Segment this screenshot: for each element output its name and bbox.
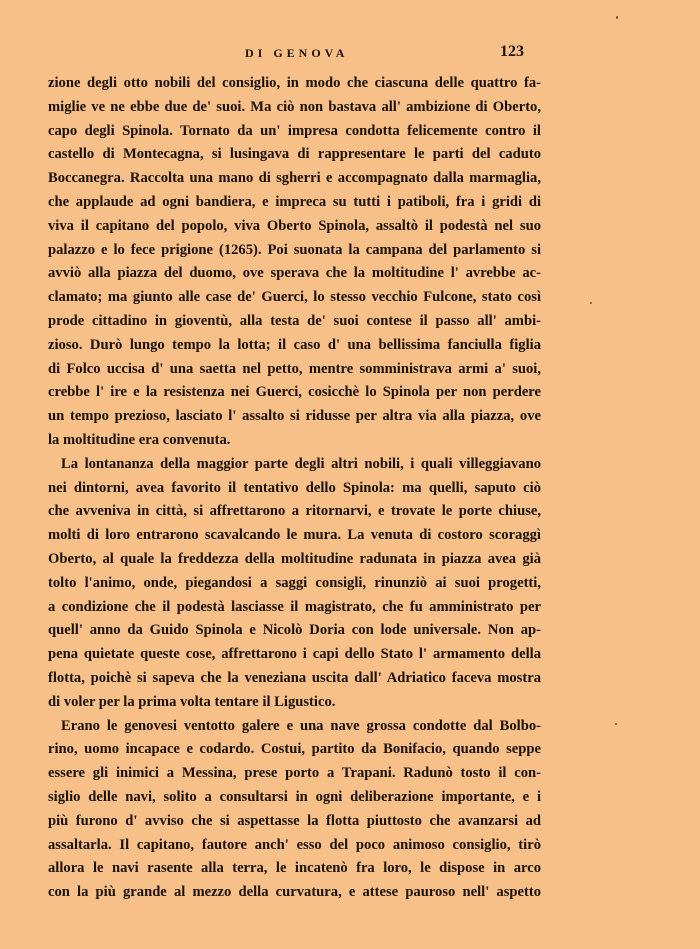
text-line: la moltitudine era convenuta. <box>48 431 231 448</box>
text-line: zioso. Durò lungo tempo la lotta; il caso d' una bellissima fanciulla figlia <box>48 336 541 353</box>
text-line: che applaude ad ogni bandiera, e impreca su tutti i patiboli, fra i gridi di <box>48 193 541 210</box>
text-line: di Folco uccisa d' una saetta nel petto, mentre somministrava armi a' suoi, <box>48 360 541 377</box>
text-line: viva il capitano del popolo, viva Oberto Spinola, assaltò il podestà nel suo <box>48 217 541 234</box>
text-line: più furono d' avviso che si aspettasse la flotta piuttosto che avanzarsi ad <box>48 812 541 829</box>
text-line: miglie ve ne ebbe due de' suoi. Ma ciò non bastava all' ambizione di Oberto, <box>48 98 541 115</box>
text-line: La lontananza della maggior parte degli altri nobili, i quali villeggiavano <box>61 455 541 472</box>
text-line: con la più grande al mezzo della curvatura, e attese pauroso nell' aspetto <box>48 884 541 901</box>
paragraph-3 <box>48 715 541 905</box>
text-line: molti di loro entrarono scavalcando le mura. La venuta di costoro scoraggì <box>48 527 541 544</box>
paper-speck <box>590 302 592 304</box>
text-line: assaltarla. Il capitano, fautore anch' esso del poco animoso consiglio, tirò <box>48 836 541 853</box>
text-line: avviò alla piazza del duomo, ove sperava che la moltitudine l' avrebbe ac- <box>48 265 541 282</box>
text-line: un tempo prezioso, lasciato l' assalto si ridusse per altra via alla piazza, ove <box>48 408 541 425</box>
text-line: zione degli otto nobili del consiglio, in modo che ciascuna delle quattro fa- <box>48 75 541 91</box>
paragraph-2 <box>48 453 541 715</box>
text-line: castello di Montecagna, si lusingava di rappresentare le parti del caduto <box>48 146 541 163</box>
text-line: palazzo e lo fece prigione (1265). Poi suonata la campana del parlamento si <box>48 241 541 258</box>
text-line: allora le navi rasente alla terra, le incatenò fra loro, le dispose in arco <box>48 860 541 877</box>
text-line: quell' anno da Guido Spinola e Nicolò Doria con lode universale. Non ap- <box>48 622 541 639</box>
paper-speck <box>615 723 617 725</box>
text-line: crebbe l' ire e la resistenza nei Guerci, cosicchè lo Spinola per non perdere <box>48 384 541 401</box>
body-text <box>48 72 541 905</box>
text-line: prode cittadino in gioventù, alla testa de' suoi contese il passo all' ambi- <box>48 312 541 329</box>
text-line: clamato; ma giunto alle case de' Guerci, lo stesso vecchio Fulcone, stato così <box>48 289 541 306</box>
text-line: nei dintorni, avea favorito il tentativo dello Spinola: ma quelli, saputo ciò <box>48 479 541 496</box>
running-head: DI GENOVA <box>245 46 349 60</box>
page-number: 123 <box>500 43 524 60</box>
text-line: di voler per la prima volta tentare il Ligustico. <box>48 693 336 710</box>
text-line: a condizione che il podestà lasciasse il magistrato, che fu amministrato per <box>48 598 541 615</box>
text-line: capo degli Spinola. Tornato da un' impresa condotta felicemente contro il <box>48 122 541 139</box>
paper-speck <box>616 16 618 19</box>
text-line: essere gli inimici a Messina, prese porto a Trapani. Radunò tosto il con- <box>48 765 541 782</box>
text-line: rino, uomo incapace e codardo. Costui, partito da Bonifacio, quando seppe <box>48 741 541 758</box>
paragraph-1 <box>48 72 541 453</box>
text-line: pena quietate queste cose, affrettarono i capi dello Stato l' armamento della <box>48 646 541 663</box>
text-line: Erano le genovesi ventotto galere e una nave grossa condotte dal Bolbo- <box>61 717 541 734</box>
text-line: Boccanegra. Raccolta una mano di sgherri e accompagnato dalla marmaglia, <box>48 170 541 187</box>
text-line: siglio delle navi, solito a consultarsi in ogni deliberazione importante, e i <box>48 788 541 805</box>
text-line: che avveniva in città, si affrettarono a ritornarvi, e trovate le porte chiuse, <box>48 503 541 520</box>
text-line: Oberto, al quale la freddezza della moltitudine radunata in piazza avea già <box>48 550 541 567</box>
text-line: tolto l'animo, onde, piegandosi a saggi consigli, rinunziò ai suoi progetti, <box>48 574 541 591</box>
text-line: flotta, poichè si sapeva che la veneziana uscita dall' Adriatico faceva mostra <box>48 669 541 686</box>
